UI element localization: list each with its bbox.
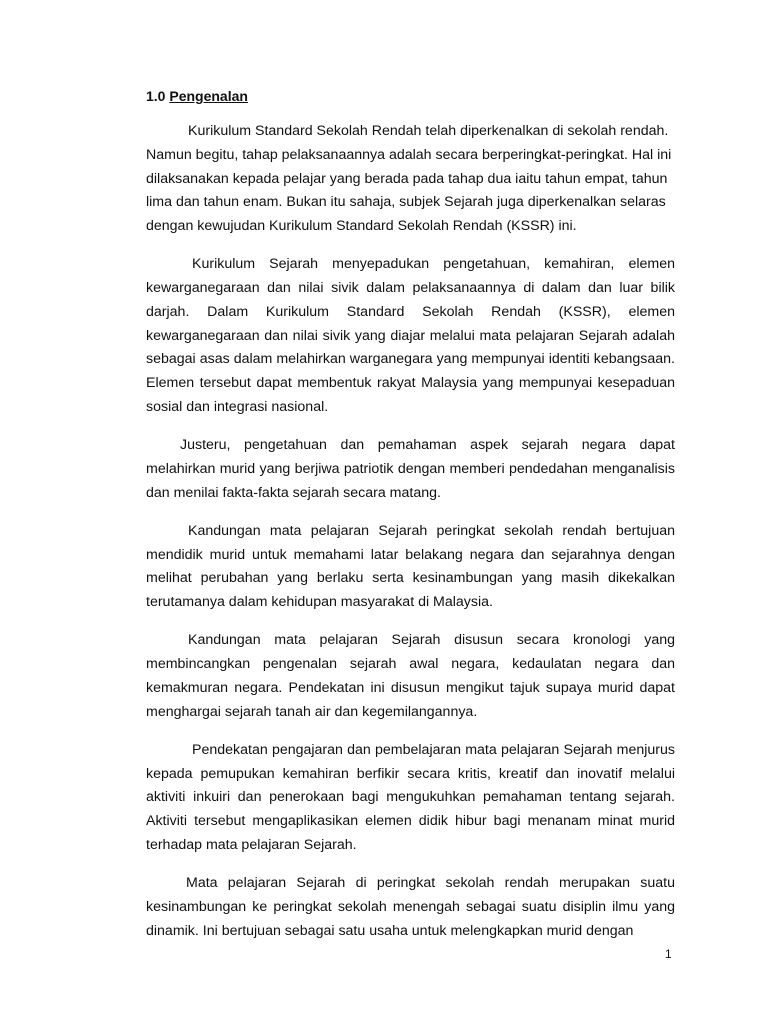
paragraph-6: Pendekatan pengajaran dan pembelajaran mata pelajaran Sejarah menjurus kepada pemupukan kemahiran berfikir secara kritis, kreatif dan inovatif melalui aktiviti inkuiri dan penerokaan bagi mengukuhkan pemahaman tentang sejarah. Aktiviti tersebut mengaplikasikan elemen didik hibur bagi menanam minat murid terhadap mata pelajaran Sejarah. [146, 741, 675, 853]
paragraph-7: Mata pelajaran Sejarah di peringkat sekolah rendah merupakan suatu kesinambungan ke peringkat sekolah menengah sebagai suatu disiplin ilmu yang dinamik. Ini bertujuan sebagai satu usaha untuk melengkapkan murid dengan [146, 875, 675, 939]
section-number: 1.0 [146, 88, 166, 104]
body-text [146, 120, 675, 958]
paragraph-3: Justeru, pengetahuan dan pemahaman aspek sejarah negara dapat melahirkan murid yang berjiwa patriotik dengan memberi pendedahan menganalisis dan menilai fakta-fakta sejarah secara matang. [146, 437, 675, 501]
paragraph-4: Kandungan mata pelajaran Sejarah peringkat sekolah rendah bertujuan mendidik murid untuk memahami latar belakang negara dan sejarahnya dengan melihat perubahan yang berlaku serta kesinambungan yang masih dikekalkan terutamanya dalam kehidupan masyarakat di Malaysia. [146, 522, 675, 611]
section-title: Pengenalan [169, 88, 248, 104]
paragraph-5: Kandungan mata pelajaran Sejarah disusun secara kronologi yang membincangkan pengenalan sejarah awal negara, kedaulatan negara dan kemakmuran negara. Pendekatan ini disusun mengikut tajuk supaya murid dapat menghargai sejarah tanah air dan kegemilangannya. [146, 632, 675, 720]
paragraph-2: Kurikulum Sejarah menyepadukan pengetahuan, kemahiran, elemen kewarganegaraan dan nilai sivik dalam pelaksanaannya di dalam dan luar bilik darjah. Dalam Kurikulum Standard Sekolah Rendah (KSSR), elemen kewarganegaraan dan nilai sivik yang diajar melalui mata pelajaran Sejarah adalah sebagai asas dalam melahirkan warganegara yang mempunyai identiti kebangsaan. Elemen tersebut dapat membentuk rakyat Malaysia yang mempunyai kesepaduan sosial dan integrasi nasional. [146, 256, 675, 416]
section-heading [146, 86, 248, 106]
page-number: 1 [665, 947, 672, 961]
paragraph-1: Kurikulum Standard Sekolah Rendah telah diperkenalkan di sekolah rendah. Namun begitu, tahap pelaksanaannya adalah secara berperingkat-peringkat. Hal ini dilaksanakan kepada pelajar yang berada pada tahap dua iaitu tahun empat, tahun lima dan tahun enam. Bukan itu sahaja, subjek Sejarah juga diperkenalkan selaras dengan kewujudan Kurikulum Standard Sekolah Rendah (KSSR) ini. [146, 123, 672, 235]
